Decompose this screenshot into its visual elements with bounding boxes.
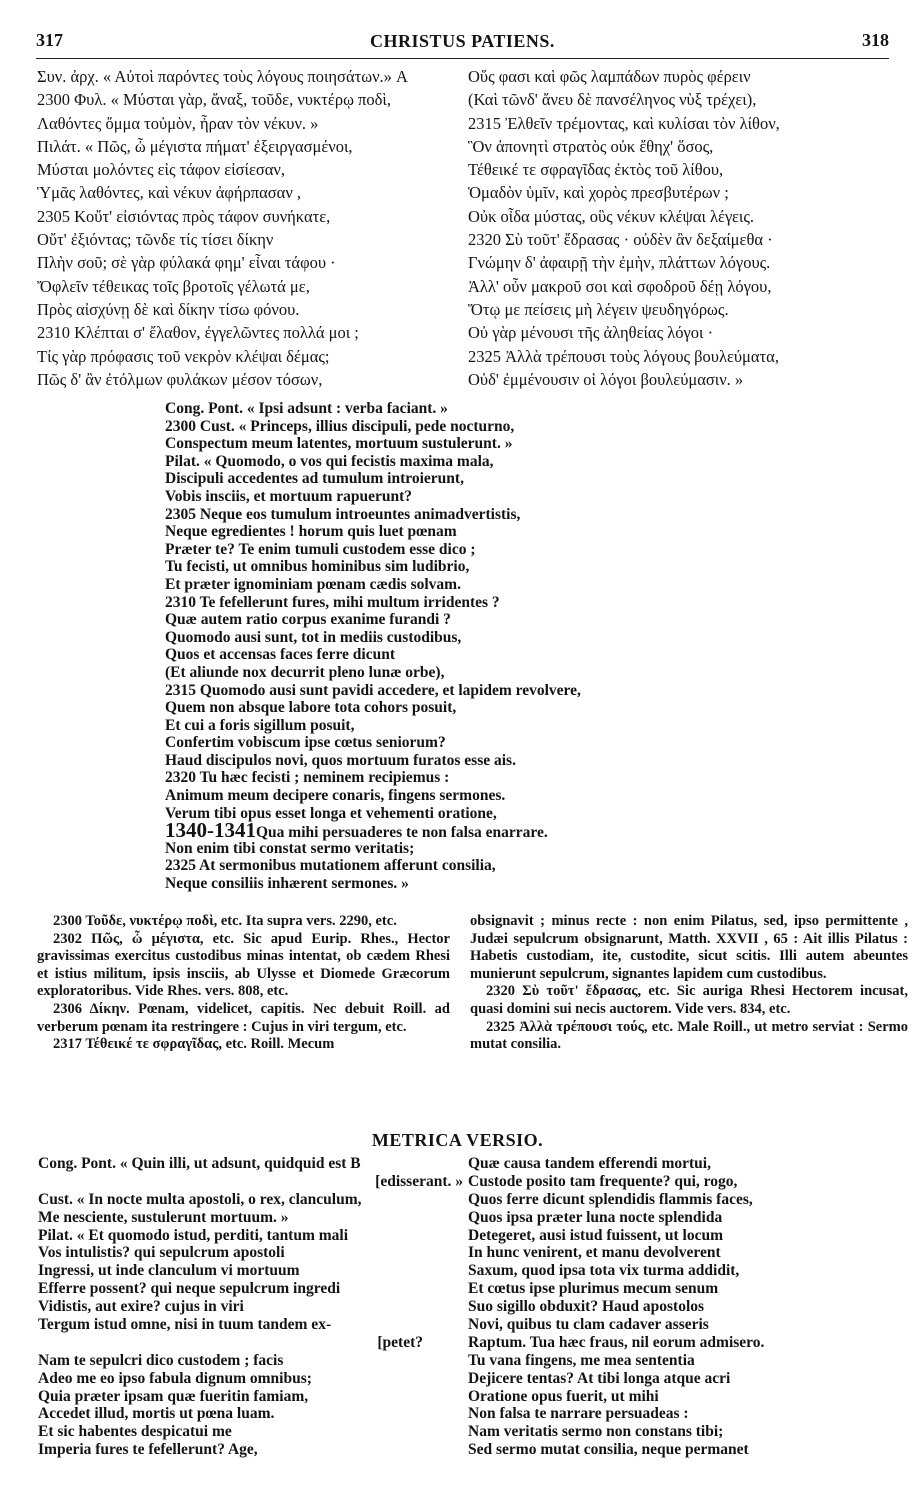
latin-line: Pilat. « Quomodo, o vos qui fecistis maxima mala, — [165, 452, 494, 470]
latin-line-with-marker — [165, 818, 745, 843]
footnote: obsignavit ; minus recte : non enim Pilatus, sed, ipso permittente , Judæi sepulcrum obsignarunt, Matth. XXVII , 65 : Ait illis Pilatus : Habetis custodiam, ite, custodite, sicut scitis. Illi autem abeuntes munierunt sepulcrum, signantes lapidem cum custodibus. — [470, 913, 908, 982]
verse-line: Et sic habentes despicatui me — [38, 1423, 232, 1441]
greek-line: Γνώμην δ' ἀφαιρῇ τὴν ἐμὴν, πλάττων λόγους. — [468, 253, 771, 273]
metrica-right-column — [468, 1155, 908, 1459]
greek-line: 2305 Κοὔτ' εἰσιόντας πρὸς τάφον συνήκατε, — [37, 206, 331, 226]
latin-line: Haud discipulos novi, quos mortuum furatos esse ais. — [165, 751, 516, 769]
greek-line: Πιλάτ. « Πῶς, ὦ μέγιστα πήματ' ἐξειργασμένοι, — [37, 136, 353, 156]
verse-line: Cust. « In nocte multa apostoli, o rex, clanculum, — [38, 1190, 362, 1208]
verse-line: Sed sermo mutat consilia, neque permanet — [468, 1441, 749, 1459]
greek-line: (Καὶ τῶνδ' ἄνευ δὲ πανσέληνος νὺξ τρέχει), — [468, 90, 757, 110]
verse-line: Vos intulistis? qui sepulcrum apostoli — [38, 1244, 285, 1262]
greek-line: Τίς γὰρ πρόφασις τοῦ νεκρὸν κλέψαι δέμας; — [37, 346, 330, 366]
latin-line: Neque consiliis inhærent sermones. » — [165, 875, 409, 893]
greek-line: Ὄφλεῖν τέθεικας τοῖς βροτοῖς γέλωτά με, — [37, 276, 310, 296]
page-number-right: 318 — [862, 30, 889, 50]
verse-continuation: [edisserant. » — [375, 1172, 463, 1190]
verse-line: Suo sigillo obduxit? Haud apostolos — [468, 1298, 705, 1316]
verse-line: Vidistis, aut exire? cujus in viri — [38, 1298, 244, 1316]
metrica-left-column — [38, 1155, 463, 1459]
latin-line: 2300 Cust. « Princeps, illius discipuli, pede nocturno, — [165, 417, 515, 435]
page-header — [36, 30, 889, 59]
verse-line: Nam veritatis sermo non constans tibi; — [468, 1423, 724, 1441]
verse-line: Tergum istud omne, nisi in tuum tandem ex- — [38, 1316, 332, 1334]
greek-line: Πῶς δ' ἂν ἐτόλμων φυλάκων μέσον τόσων, — [37, 369, 323, 389]
verse-line: Cong. Pont. « Quin illi, ut adsunt, quidquid est B — [38, 1155, 361, 1172]
footnote: 2306 Δίκην. Pœnam, videlicet, capitis. Nec debuit Roill. ad verberum pœnam ita restringere : Cujus in viri tergum, etc. — [37, 1000, 450, 1035]
greek-line: 2325 Ἀλλὰ τρέπουσι τοὺς λόγους βουλεύματα, — [468, 346, 779, 366]
latin-translation-block — [165, 400, 745, 893]
verse-line: Novi, quibus tu clam cadaver asseris — [468, 1316, 709, 1334]
running-title: CHRISTUS PATIENS. — [370, 31, 555, 51]
latin-line: Tu fecisti, ut omnibus hominibus sim ludibrio, — [165, 558, 470, 576]
verse-line: Accedet illud, mortis ut pœna luam. — [38, 1405, 275, 1423]
latin-line: Quem non absque labore tota cohors posuit, — [165, 699, 457, 717]
latin-line: Quæ autem ratio corpus exanime furandi ? — [165, 611, 451, 629]
verse-line: Quia præter ipsam quæ fueritin famiam, — [38, 1387, 309, 1405]
section-title: METRICA VERSIO. — [371, 1130, 544, 1150]
greek-line: Οὕς φασι καὶ φῶς λαμπάδων πυρὸς φέρειν — [468, 67, 751, 86]
verse-line: Nam te sepulcri dico custodem ; facis — [38, 1351, 284, 1369]
verse-line: Detegeret, ausi istud fuissent, ut locum — [468, 1226, 724, 1244]
footnote: 2302 Πῶς, ὦ μέγιστα, etc. Sic apud Eurip. Rhes., Hector gravissimas exercitus custodibus minas intentat, ob cædem Rhesi et istius militum, ipsis insciis, ab Ulysse et Diomede Græcorum exploratoribus. Vide Rhes. vers. 808, etc. — [37, 930, 450, 1000]
verse-line: Oratione opus fuerit, ut mihi — [468, 1387, 659, 1405]
greek-line: Συν. ἀρχ. « Αὐτοὶ παρόντες τοὺς λόγους ποιησάτων.» A — [37, 67, 408, 86]
verse-line: Tu vana fingens, me mea sententia — [468, 1351, 695, 1369]
verse-line: In hunc venirent, et manu devolverent — [468, 1244, 721, 1262]
latin-line: (Et aliunde nox decurrit pleno lunæ orbe), — [165, 663, 445, 681]
latin-line: Verum tibi opus esset longa et vehementi oratione, — [165, 804, 497, 822]
greek-line: Λαθόντες ὄμμα τοὐμὸν, ἦραν τὸν νέκυν. » — [37, 113, 319, 133]
greek-line: 2310 Κλέπται σ' ἔλαθον, ἐγγελῶντες πολλά μοι ; — [37, 323, 359, 343]
greek-line: Οὔτ' ἐξιόντας; τῶνδε τίς τίσει δίκην — [37, 230, 274, 250]
notes-left-column — [37, 913, 450, 1054]
verse-line: Adeo me eo ipso fabula dignum omnibus; — [38, 1369, 312, 1387]
latin-line: 2315 Quomodo ausi sunt pavidi accedere, et lapidem revolvere, — [165, 681, 581, 699]
latin-line: Et cui a foris sigillum posuit, — [165, 716, 355, 734]
verse-line: Me nesciente, sustulerunt mortuum. » — [38, 1208, 289, 1226]
verse-line: Quæ causa tandem efferendi mortui, — [468, 1155, 711, 1172]
footnote: 2320 Σὺ τοῦτ' ἔδρασας, etc. Sic auriga Rhesi Hectorem incusat, quasi domini sui necis auctorem. Vide vers. 834, etc. — [470, 983, 908, 1017]
greek-line: Ὁμαδὸν ὑμῖν, καὶ χορὸς πρεσβυτέρων ; — [468, 183, 729, 203]
verse-line: Quos ferre dicunt splendidis flammis faces, — [468, 1190, 753, 1208]
latin-line-text: Qua mihi persuaderes te non falsa enarrare. — [256, 824, 548, 842]
verse-line: Et cœtus ipse plurimus mecum senum — [468, 1280, 719, 1298]
latin-line: 2310 Te fefellerunt fures, mihi multum irridentes ? — [165, 593, 500, 611]
greek-line: Ἀλλ' οὖν μακροῦ σοι καὶ σφοδροῦ δέῃ λόγου, — [468, 276, 772, 296]
greek-line: 2320 Σὺ τοῦτ' ἔδρασας · οὐδὲν ἂν δεξαίμεθα · — [468, 230, 773, 250]
latin-line: 2325 At sermonibus mutationem afferunt consilia, — [165, 857, 496, 875]
greek-line: Οὐ γὰρ μένουσι τῆς ἀληθείας λόγοι · — [468, 323, 714, 343]
notes-right-column — [470, 913, 908, 1054]
latin-line: Discipuli accedentes ad tumulum introierunt, — [165, 470, 464, 488]
greek-text-right-column — [468, 65, 908, 391]
verse-line-continuation — [38, 1334, 463, 1352]
greek-line: Ὃν ἀπονητὶ στρατὸς οὐκ ἔθηχ' ὅσος, — [468, 136, 714, 156]
column-marker: 1340-1341 — [165, 818, 256, 843]
verse-continuation: [petet? — [377, 1333, 423, 1351]
verse-line: Imperia fures te fefellerunt? Age, — [38, 1441, 258, 1459]
latin-line: Quomodo ausi sunt, tot in mediis custodibus, — [165, 628, 462, 646]
verse-line: Non falsa te narrare persuadeas : — [468, 1405, 689, 1423]
verse-line: Pilat. « Et quomodo istud, perditi, tantum mali — [38, 1226, 349, 1244]
footnote: 2325 Ἀλλὰ τρέπουσι τούς, etc. Male Roill., ut metro serviat : Sermo mutat consilia. — [470, 1018, 908, 1053]
latin-line: Cong. Pont. « Ipsi adsunt : verba faciant. » — [165, 400, 448, 417]
greek-line: Ὑμᾶς λαθόντες, καὶ νέκυν ἀφήρπασαν , — [37, 183, 302, 203]
latin-line: Quos et accensas faces ferre dicunt — [165, 646, 396, 664]
latin-line: Et præter ignominiam pœnam cædis solvam. — [165, 575, 461, 593]
greek-line: Ὅτῳ με πείσεις μὴ λέγειν ψευδηγόρως. — [468, 299, 729, 319]
latin-line: Conspectum meum latentes, mortuum sustulerunt. » — [165, 435, 513, 453]
page-number-left: 317 — [36, 30, 63, 50]
latin-line: Vobis insciis, et mortuum rapuerunt? — [165, 487, 413, 505]
verse-line: Raptum. Tua hæc fraus, nil eorum admisero. — [468, 1333, 765, 1351]
greek-line: Τέθεικέ τε σφραγῖδας ἐκτὸς τοῦ λίθου, — [468, 160, 724, 180]
latin-line: Confertim vobiscum ipse cœtus seniorum? — [165, 734, 446, 752]
latin-line: Neque egredientes ! horum quis luet pœnam — [165, 523, 457, 541]
verse-line: Saxum, quod ipsa tota vix turma addidit, — [468, 1262, 740, 1280]
latin-line: Animum meum decipere conaris, fingens sermones. — [165, 787, 506, 805]
greek-line: Οὐκ οἶδα μύστας, οὓς νέκυν κλέψαι λέγεις. — [468, 206, 755, 226]
footnote: 2300 Τοῦδε, νυκτέρῳ ποδὶ, etc. Ita supra vers. 2290, etc. — [53, 913, 397, 929]
verse-line: Quos ipsa præter luna nocte splendida — [468, 1208, 723, 1226]
greek-line: Οὐδ' ἐμμένουσιν οἱ λόγοι βουλεύμασιν. » — [468, 369, 744, 389]
latin-line: 2305 Neque eos tumulum introeuntes animadvertistis, — [165, 505, 521, 523]
greek-line: 2300 Φυλ. « Μύσται γὰρ, ἄναξ, τοῦδε, νυκτέρῳ ποδὶ, — [37, 90, 391, 110]
verse-line: Efferre possent? qui neque sepulcrum ingredi — [38, 1280, 341, 1298]
verse-line-continuation — [38, 1173, 463, 1191]
greek-text-left-column — [37, 65, 467, 391]
latin-line: 2320 Tu hæc fecisti ; neminem recipiemus : — [165, 769, 450, 787]
latin-line: Non enim tibi constat sermo veritatis; — [165, 839, 415, 857]
greek-line: Πλὴν σοῦ; σὲ γὰρ φύλακά φημ' εἶναι τάφου · — [37, 253, 336, 273]
greek-line: 2315 Ἐλθεῖν τρέμοντας, καὶ κυλίσαι τὸν λίθον, — [468, 113, 780, 133]
verse-line: Custode posito tam frequente? qui, rogo, — [468, 1172, 738, 1190]
verse-line: Dejicere tentas? At tibi longa atque acri — [468, 1369, 731, 1387]
verse-line: Ingressi, ut inde clanculum vi mortuum — [38, 1262, 300, 1280]
greek-line: Μύσται μολόντες εἰς τάφον εἰσίεσαν, — [37, 160, 286, 180]
footnote: 2317 Τέθεικέ τε σφραγῖδας, etc. Roill. Mecum — [53, 1036, 335, 1053]
greek-line: Πρὸς αἰσχύνῃ δὲ καὶ δίκην τίσω φόνου. — [37, 299, 300, 319]
latin-line: Præter te? Te enim tumuli custodem esse dico ; — [165, 540, 476, 558]
